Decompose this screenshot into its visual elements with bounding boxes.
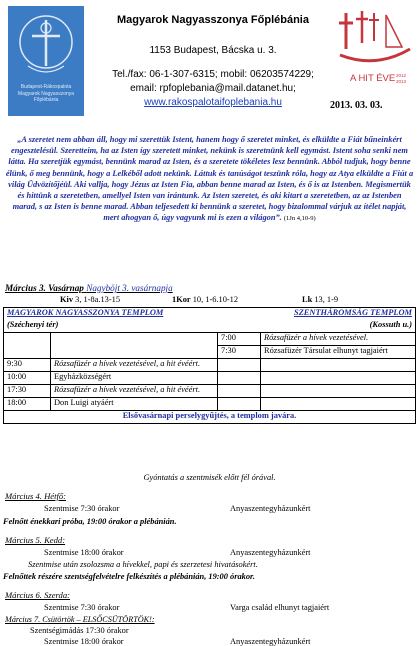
schedule-time: 10:00 xyxy=(4,372,51,385)
schedule-time: 7:30 xyxy=(218,346,261,359)
table-row xyxy=(4,372,416,385)
table-row xyxy=(4,346,416,359)
day-intention: Anyaszentegyházunkért xyxy=(230,548,311,557)
table-row xyxy=(4,333,416,346)
schedule-time: 7:00 xyxy=(218,333,261,346)
table-row xyxy=(4,398,416,411)
collection-notice: Elsővasárnapi perselygyűjtés, a templom javára. xyxy=(4,411,416,424)
schedule-text: Egyházközségért xyxy=(51,372,218,385)
day-intention: Varga család elhunyt tagjaiért xyxy=(230,603,330,612)
scripture-reference: (1Jn 4,10-9) xyxy=(283,215,316,223)
parish-website-link[interactable]: www.rakospalotaifoplebania.hu xyxy=(144,97,282,108)
day-note: Szentmise után zsolozsma a hívekkel, papi és szerzetesi hivatásokért. xyxy=(28,560,258,569)
svg-text:2012: 2012 xyxy=(396,73,407,78)
day-adoration: Szentségimádás 17:30 órakor xyxy=(30,626,129,635)
day-note: Felnőtt énekkari próba, 19:00 órakor a plébánián. xyxy=(3,517,177,526)
left-church-name: MAGYAROK NAGYASSZONYA TEMPLOM xyxy=(7,308,164,317)
day-title: Március 5. Kedd: xyxy=(5,535,66,545)
table-row xyxy=(4,359,416,372)
reading-second: 1Kor 10, 1-6.10-12 xyxy=(172,295,239,304)
right-church-location: (Kossuth u.) xyxy=(369,320,412,329)
schedule-text: Rózsafüzér a hívek vezetésével, a hit évéért. xyxy=(51,385,218,398)
schedule-time: 17:30 xyxy=(4,385,51,398)
reading-gospel: Lk 13, 1-9 xyxy=(302,295,339,304)
parish-phone: Tel./fax: 06-1-307-6315; mobil: 06203574229; xyxy=(112,69,314,80)
day-mass: Szentmise 18:00 órakor xyxy=(44,637,124,646)
sunday-title: Március 3. Vasárnap xyxy=(5,283,84,293)
confession-note: Gyóntatás a szentmisék előtt fél órával. xyxy=(143,473,276,482)
scripture-quote-text: „A szeretet nem abban áll, hogy mi szerettük Istent, hanem hogy ő szeretet minket, és elküldte a Fiát bűneinkért engesztelésül. Szeretteim, ha az Isten így szeretett minket, nekünk is szeretnünk kell egymást. Istent soha senki nem látta. Ha szeretjük egymást, bennünk marad az Isten, és a szeretete tökéletes lesz bennünk. Abból tudjuk, hogy benne élünk, ő meg bennünk, hogy a Lelkéből adott nekünk. Láttuk és tanúságot teszünk róla, hogy az Atya elküldte a Fiút a világ Üdvözítőjéül. Aki vallja, hogy Jézus az Isten Fia, abban benne marad az Isten, és ő is az Istenben. Megismertük és hittünk a szeretetben, amellyel Isten van irántunk. Az Isten szeretet, és aki kitart a szeretetben, az az Istenben marad, s az Isten is benne marad. Abban teljesedett ki bennünk a szeretet, hogy bizalommal várjuk az ítélet napját, mert ahogyan ő, úgy vagyunk mi is ezen a világon”. xyxy=(5,135,414,223)
day-title: Március 7. Csütörtök – ELSŐCSÜTÖRTÖK!: xyxy=(5,615,155,624)
left-church-location: (Széchenyi tér) xyxy=(7,320,59,329)
year-of-faith-label: A HIT ÉVE xyxy=(350,73,396,84)
table-row xyxy=(4,308,416,321)
svg-text:2013: 2013 xyxy=(396,79,407,84)
schedule-text: Rózsafüzér a hívek vezetésével. xyxy=(261,333,416,346)
schedule-text: Rózsafüzér Társulat elhunyt tagjaiért xyxy=(261,346,416,359)
parish-address: 1153 Budapest, Bácska u. 3. xyxy=(149,45,277,56)
parish-email: email: rpfoplebania@mail.datanet.hu; xyxy=(130,83,296,94)
schedule-time: 18:00 xyxy=(4,398,51,411)
sunday-subtitle: Nagyböjt 3. vasárnapja xyxy=(86,283,173,293)
scripture-quote xyxy=(5,134,414,225)
bulletin-date: 2013. 03. 03. xyxy=(330,100,383,111)
schedule-text: Don Luigi atyáért xyxy=(51,398,218,411)
schedule-time: 9:30 xyxy=(4,359,51,372)
day-note: Felnőttek részére szentségfelvételre felkészítés a plébánián, 19:00 órakor. xyxy=(3,572,255,581)
sunday-heading xyxy=(5,283,173,293)
right-church-name: SZENTHÁROMSÁG TEMPLOM xyxy=(294,308,412,317)
parish-title: Magyarok Nagyasszonya Főplébánia xyxy=(117,14,309,26)
table-row xyxy=(4,411,416,424)
year-of-faith-logo xyxy=(336,3,414,93)
reading-first: Kiv 3, 1-8a.13-15 xyxy=(60,295,121,304)
parish-logo xyxy=(8,6,84,116)
day-mass: Szentmise 18:00 órakor xyxy=(44,548,124,557)
table-row xyxy=(4,320,416,333)
day-mass: Szentmise 7:30 órakor xyxy=(44,504,120,513)
boat-cross-icon xyxy=(336,3,414,93)
day-intention: Anyaszentegyházunkért xyxy=(230,637,311,646)
day-title: Március 4. Hétfő: xyxy=(5,491,67,501)
day-intention: Anyaszentegyházunkért xyxy=(230,504,311,513)
day-mass: Szentmise 7:30 órakor xyxy=(44,603,120,612)
day-title: Március 6. Szerda: xyxy=(5,590,71,600)
table-row xyxy=(4,385,416,398)
parish-logo-text: Budapest-Rákospalota Magyarok Nagyasszonya Főplébánia xyxy=(17,84,75,103)
madonna-emblem-icon xyxy=(8,6,84,86)
schedule-text: Rózsafüzér a hívek vezetésével, a hit évéért. xyxy=(51,359,218,372)
mass-schedule-table xyxy=(3,307,416,424)
